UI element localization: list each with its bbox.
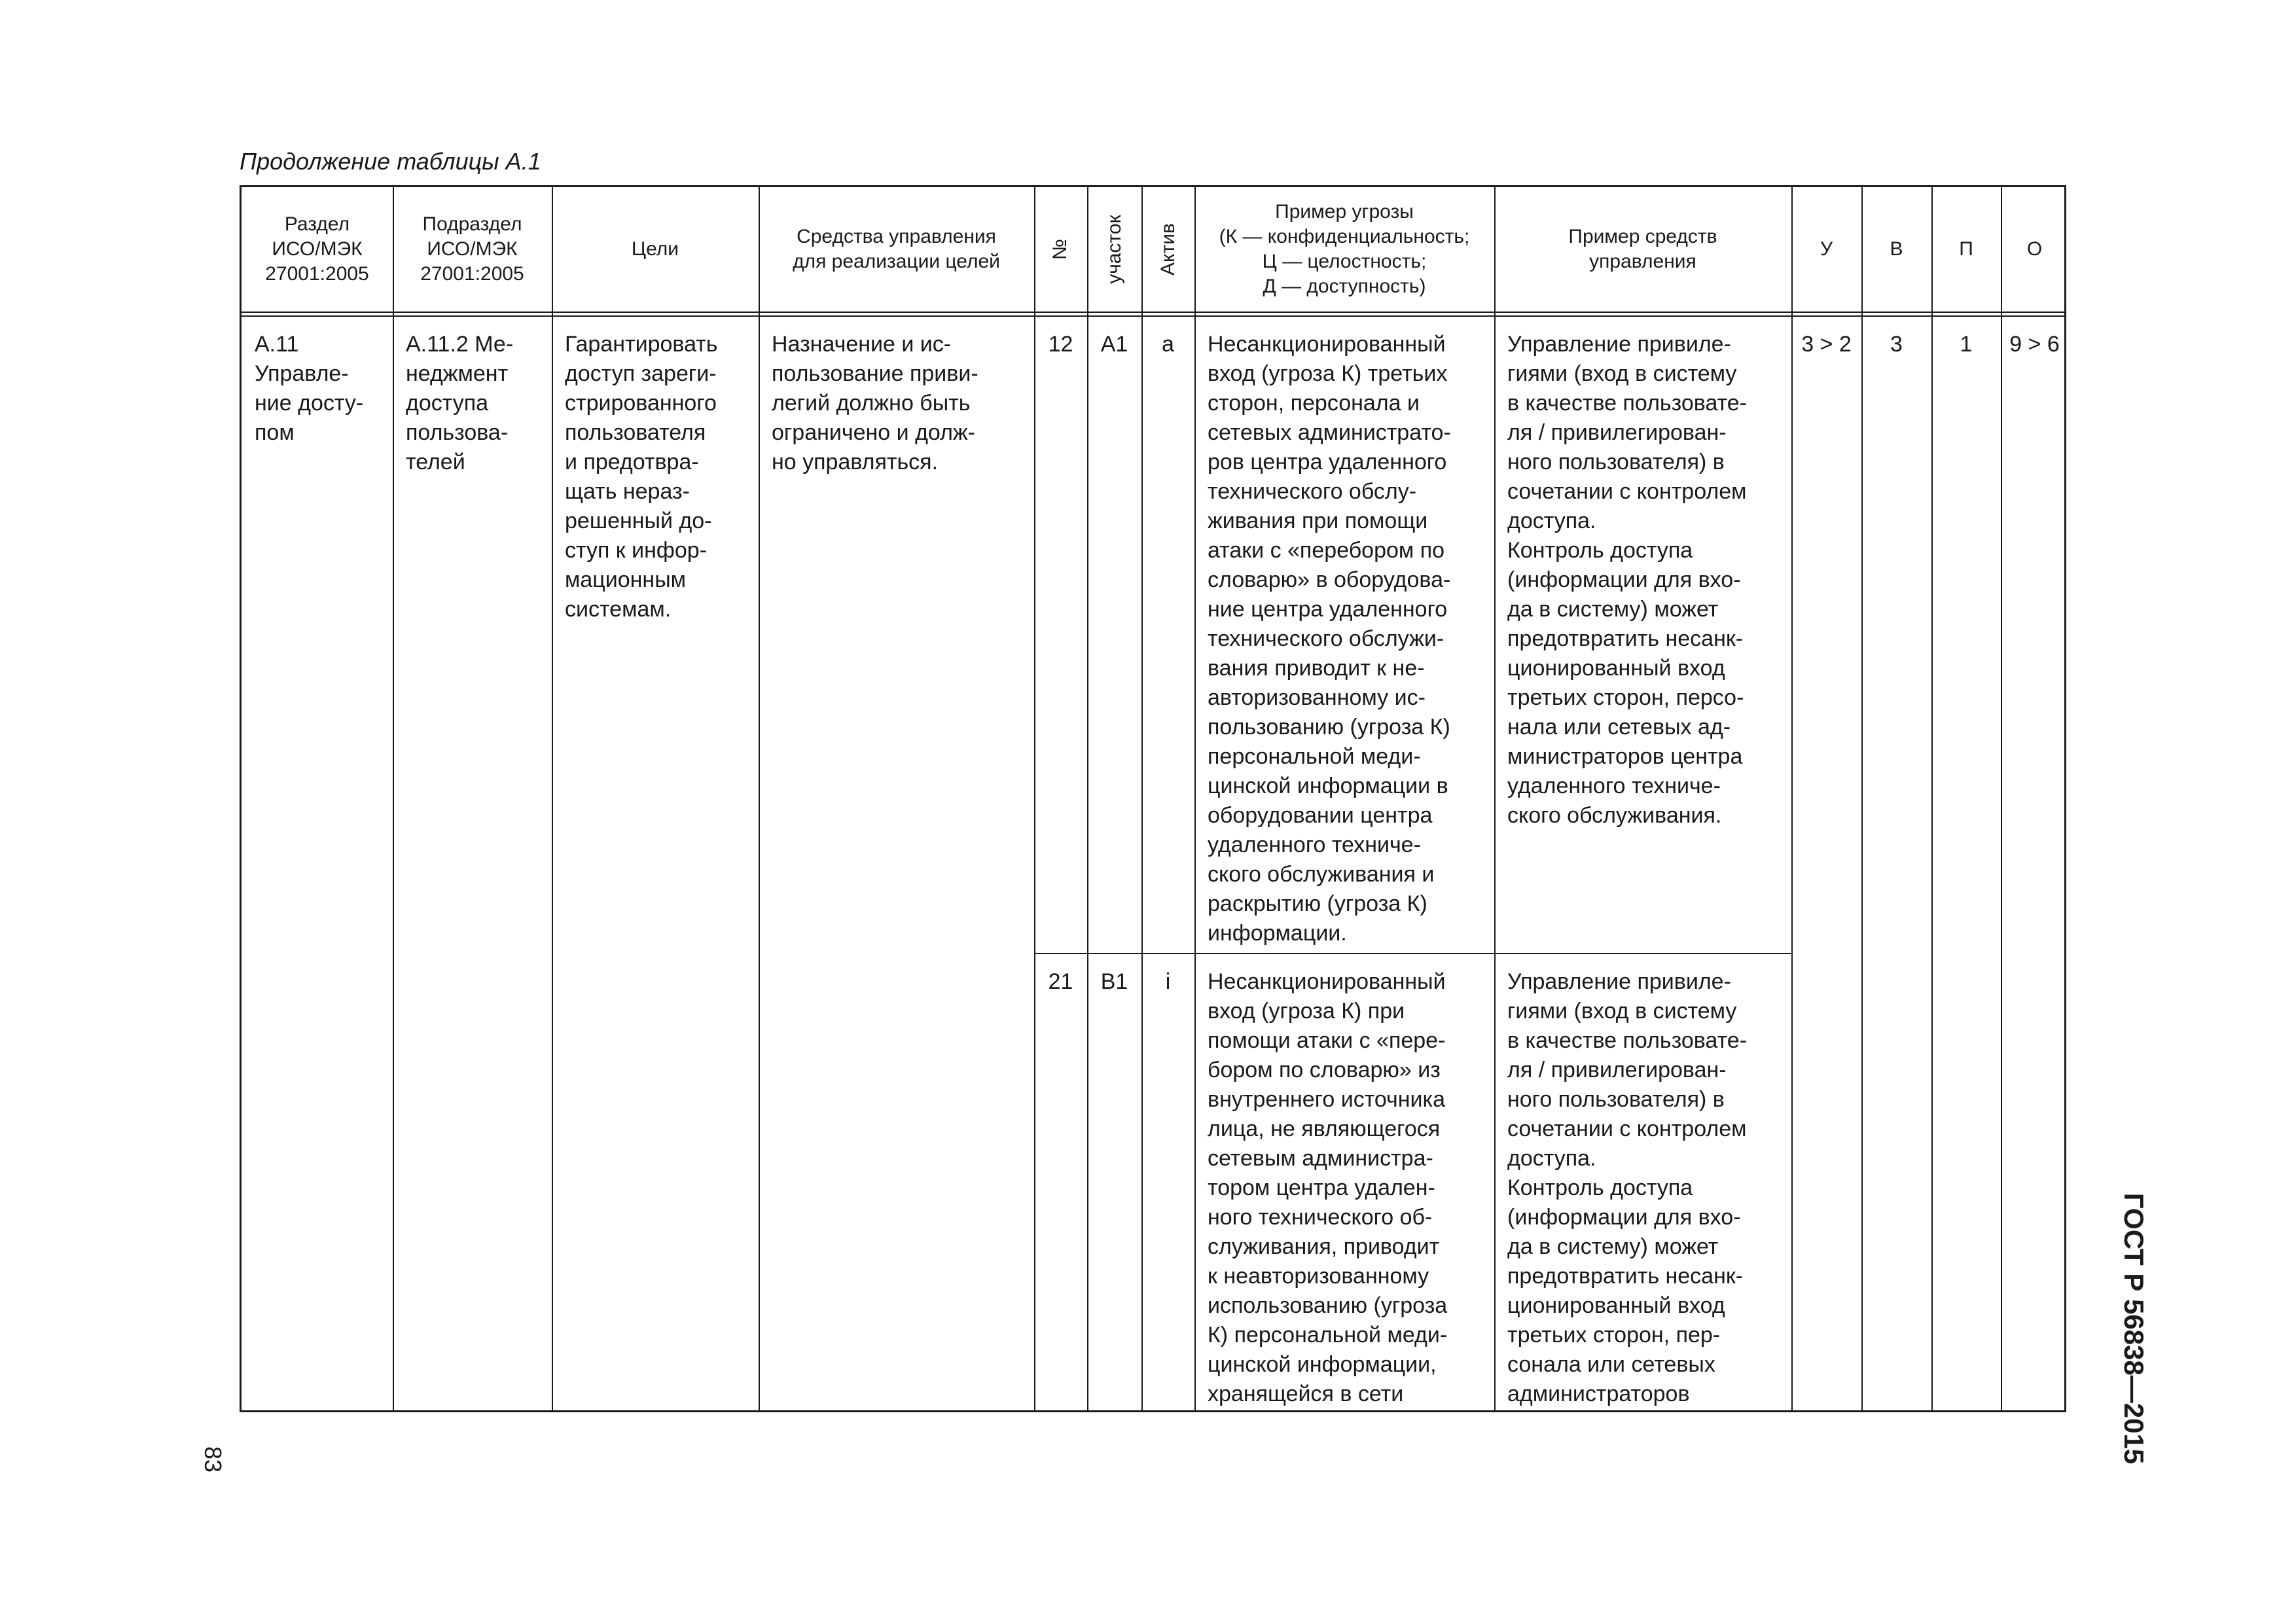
cell-subsection: А.11.2 Ме- неджмент доступа пользова- телей: [406, 332, 514, 474]
header-asset: [1141, 187, 1194, 312]
header-controls: Средства управления для реализации целей: [793, 226, 1000, 272]
document-id-text: ГОСТ Р 56838—2015: [2119, 1192, 2150, 1465]
data-table: [240, 185, 2066, 1412]
cell-site: А1: [1100, 332, 1128, 357]
column-divider: [1791, 187, 1793, 1410]
header-asset-label: Актив: [1157, 223, 1179, 276]
cell-asset: a: [1162, 332, 1174, 357]
column-divider: [2001, 187, 2002, 1410]
column-divider: [1861, 187, 1863, 1410]
page-number-text: 83: [199, 1446, 226, 1473]
column-divider: [1087, 187, 1088, 1410]
header-u: У: [1820, 238, 1833, 260]
cell-asset: i: [1165, 969, 1171, 994]
cell-p: 1: [1960, 332, 1973, 357]
header-number-label: №: [1049, 238, 1071, 260]
header-v: В: [1890, 238, 1903, 260]
cell-u: 3 > 2: [1801, 332, 1852, 357]
header-site: [1087, 187, 1141, 312]
cell-controls: Назначение и ис- пользование приви- легий должно быть ограничено и долж- но управляться.: [772, 332, 978, 474]
cell-site: В1: [1100, 969, 1128, 994]
header-goals: Цели: [631, 238, 679, 260]
cell-v: 3: [1890, 332, 1903, 357]
cell-control-example: Управление привиле- гиями (вход в систему в качестве пользовате- ля / привилегирован- ного пользователя) в сочетании с контролем доступа. Контроль доступа (информации для вхо- да в систему) может предотвратить несанк- ционированный вход третьих сторон, персо- нала или сетевых ад- министраторов центра удаленного техниче- ского обслуживания.: [1507, 332, 1748, 828]
cell-section: А.11 Управле- ние досту- пом: [255, 332, 364, 445]
header-control-example: Пример средств управления: [1568, 226, 1717, 272]
table-caption: Продолжение таблицы А.1: [240, 148, 541, 175]
cell-o: 9 > 6: [2009, 332, 2060, 357]
cell-threat: Несанкционированный вход (угроза К) при помощи атаки с «пере- бором по словарю» из внутреннего источника лица, не являющегося сетевым администра- тором центра удален- ного технического об- служивания, приводит к неавторизованному использованию (угроза К) персональной меди- цинской информации, хранящейся в сети: [1208, 969, 1448, 1406]
header-o: О: [2026, 238, 2043, 260]
header-section: Раздел ИСО/МЭК 27001:2005: [265, 213, 369, 285]
page-number: [193, 1440, 232, 1479]
header-p: П: [1959, 238, 1973, 260]
column-divider: [1141, 187, 1143, 1410]
column-divider: [1034, 187, 1035, 1410]
document-id: [2104, 1191, 2163, 1466]
column-divider: [1931, 187, 1933, 1410]
cell-goals: Гарантировать доступ зареги- стрированного пользователя и предотвра- щать нераз- решенный до- ступ к инфор- мационным системам.: [565, 332, 718, 622]
cell-number: 12: [1048, 332, 1073, 357]
cell-control-example: Управление привиле- гиями (вход в систему в качестве пользовате- ля / привилегирован- ного пользователя) в сочетании с контролем доступа. Контроль доступа (информации для вхо- да в систему) может предотвратить несанк- ционированный вход третьих сторон, пер- сонала или сетевых администраторов: [1507, 969, 1748, 1406]
header-subsection: Подраздел ИСО/МЭК 27001:2005: [420, 213, 524, 285]
cell-number: 21: [1048, 969, 1073, 994]
header-site-label: участок: [1103, 215, 1125, 284]
header-divider: [242, 312, 2064, 313]
cell-threat: Несанкционированный вход (угроза К) третьих сторон, персонала и сетевых администрато- ров центра удаленного технического обслу- живания при помощи атаки с «перебором по словарю» в оборудова- ние центра удаленного технического обслужи- вания приводит к не- авторизованному ис- пользованию (угроза К) персональной меди- цинской информации в оборудовании центра удаленного техниче- ского обслуживания и раскрытию (угроза К) информации.: [1208, 332, 1451, 946]
header-threat: Пример угрозы (К — конфиденциальность; Ц — целостность; Д — доступность): [1219, 201, 1470, 297]
header-number: [1034, 187, 1087, 312]
